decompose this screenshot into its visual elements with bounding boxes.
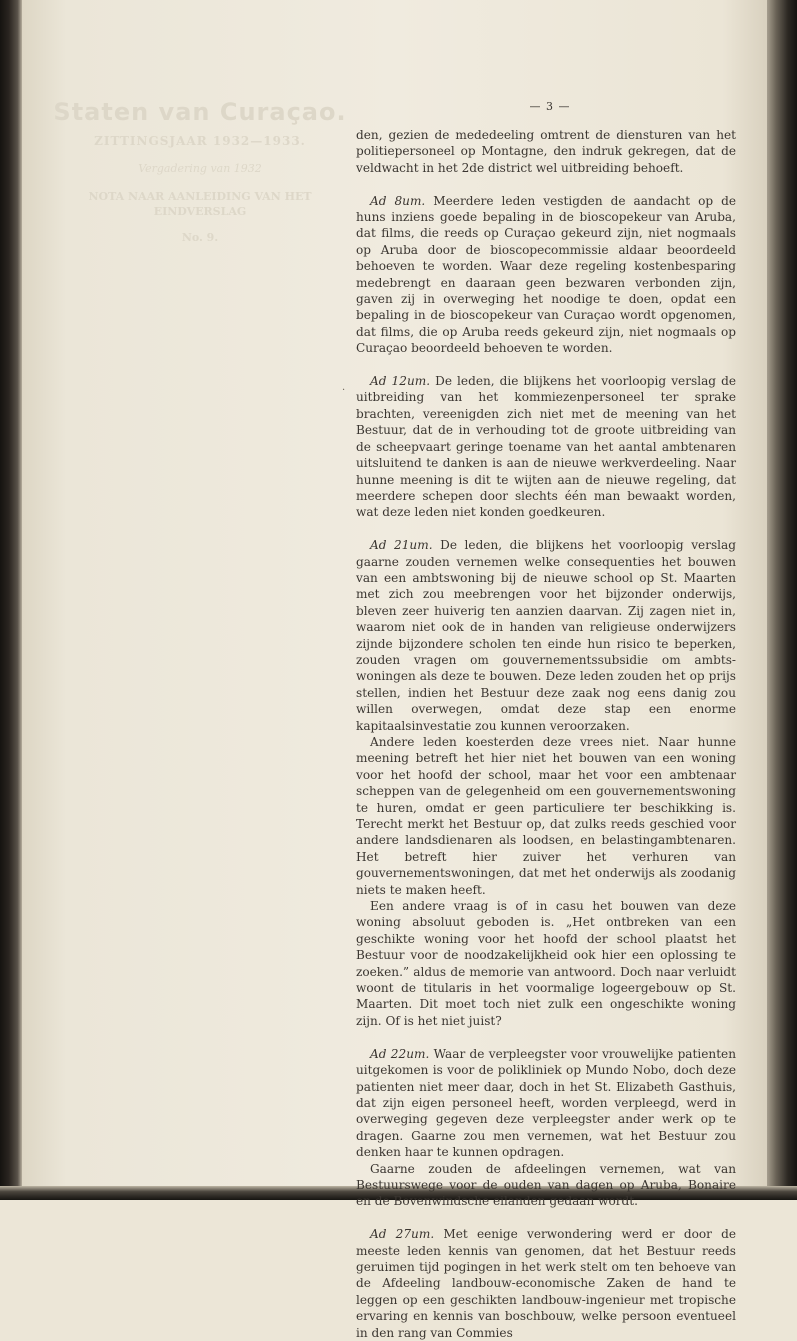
- bleed-through-text: [50, 98, 350, 244]
- ghost-line-5: No. 9.: [181, 231, 219, 244]
- paragraph-ad-8: Ad 8um. Meerdere leden vestigden de aandacht op de huns inziens goede bepaling in de bioscopekeur van Aruba, dat films, die reeds op Curaçao gekeurd zijn, niet nogmaals op Aruba door de bioscopecommissie aldaar beoordeeld behoeven te worden. Waar deze regeling kostenbesparing medebrengt en daaraan geen bezwaren verbonden zijn, gaven zij in overweging het noodige te doen, opdat een bepaling in de bioscopekeur van Curaçao wordt opgenomen, dat films, die op Aruba reeds gekeurd zijn, niet nogmaals op Curaçao beoordeeld behoeven te worden.: [356, 193, 736, 356]
- paragraph-lead: Ad 12um.: [370, 374, 431, 389]
- ghost-line-2: ZITTINGSJAAR 1932—1933.: [94, 134, 306, 148]
- paragraph-ad-12: Ad 12um. De leden, die blijkens het voorloopig verslag de uitbreiding van het kommiezenpersoneel ter sprake brachten, vereenigden zich niet met de meening van het Bestuur, dat de in verhouding tot de groote uitbreiding van de scheepvaart geringe toename van het aantal ambtenaren uitsluitend te danken is aan de nieuwe werkverdeeling. Naar hunne meening is dit te wijten aan de nieuwe regeling, dat meerdere schepen door slechts één man bewaakt worden, wat deze leden niet konden goedkeuren.: [356, 374, 736, 520]
- paragraph-lead: Ad 22um.: [370, 1046, 430, 1061]
- page-number: — 3 —: [529, 100, 571, 113]
- body-text: [356, 127, 736, 1341]
- scan-border-right: [767, 0, 797, 1200]
- ghost-line-4: NOTA NAAR AANLEIDING VAN HET EINDVERSLAG: [88, 190, 312, 218]
- paragraph-ad-21: Ad 21um. De leden, die blijkens het voorloopig verslag gaarne zouden vernemen welke consequenties het bouwen van een ambtswoning bij de nieuwe school op St. Maarten met zich zou meebrengen voor het bijzonder onderwijs, bleven zeer huiverig ten aanzien daarvan. Zij zagen niet in, waarom niet ook de in handen van religieuse onderwijzers zijnde bijzondere scholen ten einde hun risico te beperken, zouden vragen om gouvernementssubsidie om ambts-woningen als deze te bouwen. Deze leden zouden het op prijs stellen, indien het Bestuur deze zaak nog eens danig zou willen overwegen, omdat deze stap een enorme kapitaalsinvestatie zou kunnen veroorzaken.: [356, 538, 736, 733]
- paragraph-ad-22: Ad 22um. Waar de verpleegster voor vrouwelijke patienten uitgekomen is voor de polikliniek op Mundo Nobo, doch deze patienten niet meer daar, doch in het St. Elizabeth Gasthuis, dat zijn eigen personeel heeft, worden verpleegd, werd in overweging gegeven deze verpleegster ander werk op te dragen. Gaarne zou men vernemen, wat het Bestuur zou denken haar te kunnen opdragen.: [356, 1046, 737, 1160]
- paragraph-ad-27: Ad 27um. Met eenige verwondering werd er door de meeste leden kennis van genomen, dat het Bestuur reeds geruimen tijd pogingen in het werk stelt om ten behoeve van de Afdeeling landbouw-economische Zaken de hand te leggen op een geschikten landbouw-ingenieur met tropische ervaring en kennis van boschbouw, welke persoon eventueel in den rang van Commies: [356, 1227, 737, 1340]
- paragraph: Een andere vraag is of in casu het bouwen van deze woning absoluut geboden is. „Het ontbreken van een geschikte woning voor het hoofd der school plaatst het Bestuur voor de noodzakelijkheid ook hier een oplossing te zoeken.” aldus de memorie van antwoord. Doch naar verluidt woont de titularis in het voormalige logeergebouw op St. Maarten. Dit moet toch niet zulk een ongeschikte woning zijn. Of is het niet juist?: [356, 899, 736, 1028]
- paragraph-lead: Ad 8um.: [370, 193, 426, 208]
- ghost-line-3: Vergadering van 1932: [138, 162, 262, 175]
- paragraph: den, gezien de mededeeling omtrent de diensturen van het politiepersoneel op Montagne, den indruk gekregen, dat de veldwacht in het 2de district wel uitbreiding behoeft.: [356, 128, 736, 175]
- margin-mark: ·: [342, 385, 346, 396]
- ghost-line-1: Staten van Curaçao.: [53, 98, 347, 126]
- paragraph: Andere leden koesterden deze vrees niet. Naar hunne meening betreft het hier niet het bouwen van een woning voor het hoofd der school, maar het voor een ambtenaar scheppen van de gelegenheid om een gouvernementswoning te huren, omdat er geen particuliere ter beschikking is. Terecht merkt het Bestuur op, dat zulks reeds geschied voor andere landsdienaren als loodsen, en belastingambtenaren. Het betreft hier zuiver het verhuren van gouvernementswoningen, dat met het onderwijs als zoodanig niets te maken heeft.: [356, 734, 736, 897]
- scan-border-left: [0, 0, 22, 1200]
- paragraph-lead: Ad 21um.: [370, 538, 433, 553]
- paragraph-lead: Ad 27um.: [370, 1227, 435, 1242]
- paragraph: Gaarne zouden de afdeelingen vernemen, wat van Bestuurswege voor de ouden van dagen op Aruba, Bonaire en de Bovenwindsche eilanden gedaan wordt.: [356, 1161, 736, 1209]
